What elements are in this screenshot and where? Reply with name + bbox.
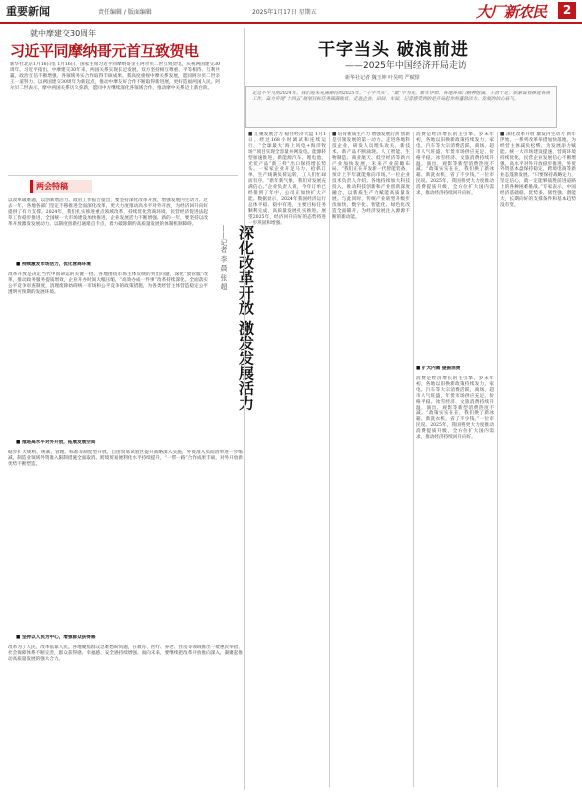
- lead-summary: 走过不平凡的2024年，我们迎来充满期待的2025年。“干字当头”，“敢”字为先，新年伊始，各地各部门精神饱满、干劲十足，抓紧谋划推进各项工作，奋力实现“十四五”规划目标任务圆满收官。走进企业、田间、车间，记者感受到的是开局起步的蓬勃活力、发展的信心底气。: [252, 91, 550, 102]
- editor-line: 责任编辑 / 版面编辑: [98, 9, 152, 16]
- lead-column-3b: 消费是经济增长的主引擎。岁末年初，各地以旧换新政策持续发力，家电、汽车等大宗消费活跃，商场、超市人气旺盛，年货市场供应充足、价格平稳。冰雪经济、文旅消费持续升温，演出、观影等新型消费热度不减。“政策实实在在，我们换了新冰箱、新洗衣机，省了不少钱。”一位市民说。2025年，我国将更大力度推动消费提质升级，全方位扩大国内需求，推动经济持续回升向好。: [416, 376, 494, 441]
- article2-subhead-2: ■ 推进高水平对外开放，拓展发展空间: [16, 440, 96, 445]
- article2-body-4: 改革为了人民，改革依靠人民。各地聚焦群众急难愁盼问题，在教育、医疗、养老、住房等领域推出一批惠民举措，社会保障体系不断完善，群众获得感、幸福感、安全感持续增强。面向未来，要继续把改革开放推向深入，凝聚起推动高质量发展的强大合力。: [8, 645, 243, 662]
- lead-column-1: ■ 汇聚发展合力 稳住经济大盘 1月1日，经过168小时调试和连续运行，“全球最大‘海上风电+海洋牧场’”项目实现全容量并网发电。能源转型加速推进，新能源汽车、锂电池、光伏产品“新三样”出口保持增长势头。一家家企业开足马力、抢抓订单，生产线满负荷运转，工人们忙碌而有序。“新年新气象，我们对发展充满信心。”企业负责人说，今年订单已经排到了年中，公司正加快扩大产能。数据显示，2024年我国经济运行总体平稳、稳中有进，主要目标任务顺利完成，高质量发展扎实推进。展望2025年，经济回升向好的态势将进一步巩固和增强。: [248, 132, 326, 226]
- col-divider: [497, 132, 498, 787]
- column-title: 深化改革开放 激发发展活力: [237, 225, 255, 411]
- col-divider: [413, 132, 414, 787]
- lead-subtitle: ——2025年中国经济开局走访: [345, 61, 467, 71]
- lead-title: 干字当头 破浪前进: [318, 40, 469, 60]
- lead-subhead: ■ 扩大内需 提振消费: [416, 366, 461, 371]
- divider: [8, 175, 238, 176]
- newspaper-logo: 大厂新农民: [476, 3, 547, 21]
- lead-summary-box: [245, 86, 557, 128]
- col-divider: [329, 132, 330, 787]
- page-number: 2: [558, 2, 576, 19]
- article2-body-3: 稳步扩大规则、规制、管理、标准等制度型开放，自由贸易试验区提升战略深入实施，外资准入负面清单进一步缩减，制造业领域外资准入限制措施全面取消。跨境贸易便利化水平持续提升，“一带一路”合作成果丰硕，对外开放新优势不断塑造。: [8, 450, 243, 467]
- issue-date: 2025年1月17日 星期五: [252, 9, 317, 16]
- section-banner: 两会特稿: [30, 180, 92, 193]
- article2-body: 以改革破难题，以创新增活力。政府工作报告提出，要坚持深化改革开放，增强发展内生动力。过去一年，各地各部门坚定不移推进全面深化改革，更大力度推动高水平对外开放，为经济回升向好提供了有力支撑。2024年，我们扎实推进重点领域改革，持续优化营商环境，民营经济促进法起草工作稳步推进，全国统一大市场建设加快推进，企业发展活力不断增强。新的一年，要坚持以改革开放激发发展动力，以制度创新打通堵点卡点，着力破除制约高质量发展的体制机制障碍。: [8, 198, 208, 227]
- article1-body: 新华社北京1月16日电 1月16日，国家主席习近平同摩纳哥亲王阿尔贝二世互致贺电，庆祝两国建交30周年。习近平指出，中摩建交30年来，两国关系实现长足发展。双方坚持相互尊重、平等相待、互利共赢，政治互信不断增强，各领域务实合作取得丰硕成果。我高度重视中摩关系发展，愿同阿尔贝二世亲王一道努力，以两国建交30周年为新起点，推动中摩友好合作不断取得新进展，更好造福两国人民。阿尔贝二世表示，摩中两国关系历久弥新，愿同中方继续深化各领域合作，推动摩中关系迈上新台阶。: [10, 62, 220, 91]
- section-title: 重要新闻: [6, 5, 50, 18]
- lead-column-3: 消费是经济增长的主引擎。岁末年初，各地以旧换新政策持续发力，家电、汽车等大宗消费活跃，商场、超市人气旺盛，年货市场供应充足、价格平稳。冰雪经济、文旅消费持续升温，演出、观影等新型消费热度不减。“政策实实在在，我们换了新冰箱、新洗衣机，省了不少钱。”一位市民说。2025年，我国将更大力度推动消费提质升级，全方位扩大国内需求，推动经济持续回升向好。: [416, 132, 494, 197]
- lead-column-4: ■ 深化改革开放 激发内生动力 新年伊始，一系列改革举措加快落地，为经营主体减负松绑、为发展添力赋能。统一大市场建设提速，营商环境持续优化，民营企业发展信心不断增强。高水平对外开放稳步推进，外贸外资基本盘保持稳定，跨境电商等新业态蓬勃发展。“只要保持战略定力，坚定信心，就一定能够战胜前进道路上的各种困难挑战。”专家表示，中国经济基础稳、优势多、韧性强、潜能大，长期向好的支撑条件和基本趋势没有变。: [500, 132, 576, 208]
- page-header: [0, 0, 582, 24]
- lead-byline: 新华社记者 魏玉坤 叶昊鸣 严赋憬: [345, 75, 420, 81]
- article2-subhead-3: ■ 坚持以人民为中心，增强群众获得感: [16, 635, 96, 640]
- article2-body-2: 改革开放是决定当代中国命运的关键一招。各地围绕市场主体反映的突出问题，深化“放管服”改革，推动政务服务提质增效，企业开办时间大幅压缩，“高效办成一件事”改革持续深化。全面落实公平竞争审查制度，清理废除妨碍统一市场和公平竞争的政策措施，为各类经营主体营造稳定公平透明可预期的发展环境。: [8, 272, 208, 295]
- column-author: ——记者 李 晨 张 超: [220, 225, 228, 290]
- article1-title: 习近平同摩纳哥元首互致贺电: [10, 42, 199, 60]
- lead-column-2: ■ 培育新质生产力 增强发展后劲 创新是引领发展的第一动力。走进各地科技企业，研发人员埋头攻关，新技术、新产品不断涌现。人工智能、生物制造、商业航天、低空经济等新兴产业加快发展，未来产业前瞻布局。“我们正在开发新一代智能装备，预计上半年就能推向市场。”一位企业技术负责人介绍。各地持续加大科技投入，推动科技创新和产业创新深度融合，以新质生产力赋能高质量发展。与此同时，传统产业转型升级步伐加快，数字化、智能化、绿色化改造全面铺开，为经济发展注入源源不断的新动能。: [332, 132, 410, 220]
- article1-kicker: 就中摩建交30周年: [30, 29, 97, 38]
- article2-subhead-1: ■ 持续激发市场活力，优化营商环境: [16, 262, 91, 267]
- column-divider: [244, 28, 245, 790]
